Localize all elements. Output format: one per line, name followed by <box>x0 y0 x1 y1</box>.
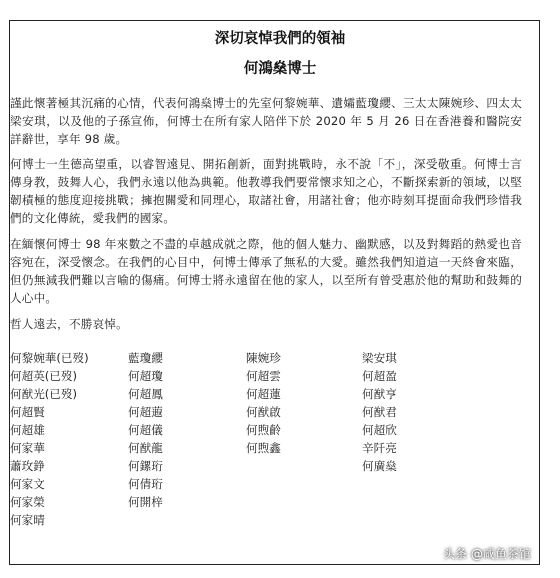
signatory-name: 何家晴 <box>10 513 45 527</box>
signatory-name: 藍瓊纓 <box>128 351 163 365</box>
signatory-name: 何超雲 <box>246 369 281 383</box>
signatories-column-2 <box>128 349 163 511</box>
signatory-name: 何猷龍 <box>128 441 163 455</box>
signatory-name: 何超盈 <box>362 369 397 383</box>
signatories-block <box>0 349 560 539</box>
paragraph-announcement: 謹此懷著極其沉痛的心情，代表何鴻燊博士的先室何黎婉華、遺孀藍瓊纓、三太太陳婉珍、四太太梁安琪，以及他的子孫宣佈，何博士在所有家人陪伴下於 2020 年 5 月 26 日在香港養和醫院安詳辭世，享年 98 歲。 <box>10 96 522 146</box>
signatory-name: 何廣燊 <box>362 459 397 473</box>
signatory-name: 何超雄 <box>10 423 45 437</box>
watermark <box>443 545 531 562</box>
signatory-name: 何鏍珩 <box>128 459 163 473</box>
signatory-name: 何猷君 <box>362 405 397 419</box>
signatories-column-3 <box>246 349 281 457</box>
signatory-name: 何猷光(已歿) <box>10 387 78 401</box>
signatory-name: 何開梓 <box>128 495 163 509</box>
signatory-name: 何家華 <box>10 441 45 455</box>
signatory-name: 何超儀 <box>128 423 163 437</box>
signatory-name: 陳婉珍 <box>246 351 281 365</box>
signatory-name: 何猷啟 <box>246 405 281 419</box>
signatory-name: 何超蕸 <box>128 405 163 419</box>
signatory-name: 梁安琪 <box>362 351 397 365</box>
signatories-column-1 <box>10 349 89 529</box>
signatory-name: 蕭玫錚 <box>10 459 45 473</box>
paragraph-farewell: 哲人遠去，不勝哀悼。 <box>10 317 128 331</box>
signatory-name: 何煦齡 <box>246 423 281 437</box>
signatory-name: 何超蓮 <box>246 387 281 401</box>
signatory-name: 何黎婉華(已歿) <box>10 351 89 365</box>
signatory-name: 辛阡亮 <box>362 441 397 455</box>
paragraph-legacy: 何博士一生德高望重，以睿智遠見、開拓創新，面對挑戰時，永不說「不」，深受敬重。何博士言傳身教，鼓舞人心，我們永遠以他為典範。他教導我們要常懷求知之心，不斷探索新的領域，以堅韌積極的態度迎接挑戰；擁抱關愛和同理心，取諸社會，用諸社會；他亦時刻耳提面命我們珍惜我們的文化傳統，愛我們的國家。 <box>10 157 522 225</box>
signatory-name: 何家文 <box>10 477 45 491</box>
signatory-name: 何超瓊 <box>128 369 163 383</box>
signatory-name: 何猷亨 <box>362 387 397 401</box>
notice-subtitle: 何鴻燊博士 <box>243 61 317 77</box>
paragraph-remembrance: 在緬懷何博士 98 年來數之不盡的卓越成就之際，他的個人魅力、幽默感，以及對舞蹈的熱愛也音容宛在，深受懷念。在我們的心目中，何博士傳承了無私的大愛。雖然我們知道這一天終會來臨，但仍無減我們難以言喻的傷痛。何博士將永遠留在他的家人，以至所有曾受惠於他的幫助和鼓舞的人心中。 <box>10 237 522 305</box>
signatory-name: 何倩珩 <box>128 477 163 491</box>
signatory-name: 何超英(已歿) <box>10 369 78 383</box>
signatories-column-4 <box>362 349 397 475</box>
signatory-name: 何超鳳 <box>128 387 163 401</box>
signatory-name: 何煦鑫 <box>246 441 281 455</box>
signatory-name: 何超欣 <box>362 423 397 437</box>
watermark-text: 头条 @咸鱼茶馆 <box>443 547 531 561</box>
signatory-name: 何超賢 <box>10 405 45 419</box>
notice-title: 深切哀悼我們的領袖 <box>214 31 346 47</box>
signatory-name: 何家榮 <box>10 495 45 509</box>
